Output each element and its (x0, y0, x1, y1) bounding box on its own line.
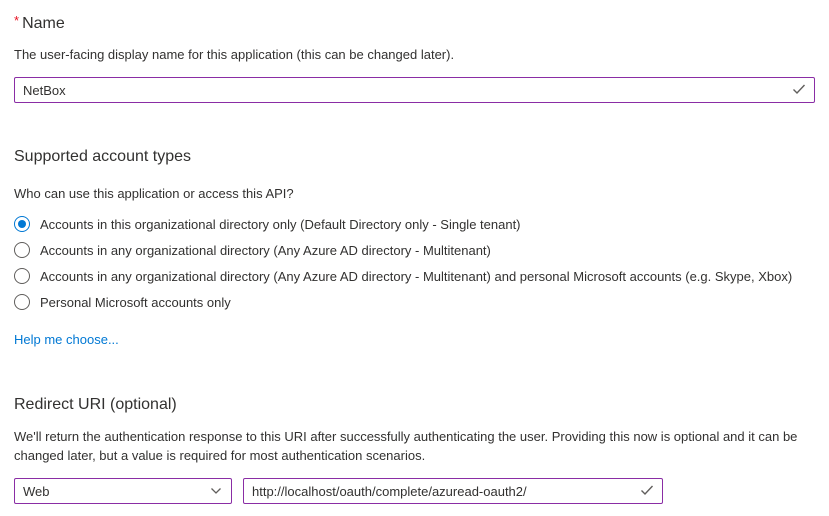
radio-button-icon[interactable] (14, 216, 30, 232)
radio-option-label[interactable]: Personal Microsoft accounts only (40, 294, 231, 310)
radio-button-icon[interactable] (14, 268, 30, 284)
required-asterisk: * (14, 13, 20, 28)
platform-select-value: Web (23, 483, 50, 499)
radio-button-icon[interactable] (14, 242, 30, 258)
account-types-question: Who can use this application or access this API? (14, 186, 294, 201)
name-description: The user-facing display name for this application (this can be changed later). (14, 47, 455, 62)
radio-option-label[interactable]: Accounts in any organizational directory (Any Azure AD directory - Multitenant) and personal Microsoft accounts (e.g. Skype, Xbox) (40, 268, 793, 284)
help-me-choose-link[interactable]: Help me choose... (14, 332, 119, 347)
redirect-uri-input-wrap (243, 478, 663, 504)
name-section-title (14, 11, 815, 34)
name-title-text: Name (22, 15, 65, 32)
radio-option-label[interactable]: Accounts in any organizational directory (Any Azure AD directory - Multitenant) (40, 242, 491, 258)
radio-option-single-tenant[interactable] (14, 211, 815, 237)
platform-select[interactable] (14, 478, 232, 504)
name-input-wrap (14, 77, 815, 103)
redirect-uri-description: We'll return the authentication response to this URI after successfully authenticating the user. Providing this now is optional and it can be changed later, but a value is required for most authentication scenarios. (14, 429, 798, 463)
redirect-uri-input[interactable] (243, 478, 663, 504)
app-registration-form (0, 11, 829, 504)
redirect-uri-section-title: Redirect URI (optional) (14, 396, 177, 413)
radio-button-icon[interactable] (14, 294, 30, 310)
radio-option-multitenant-personal[interactable] (14, 263, 815, 289)
radio-option-personal-only[interactable] (14, 289, 815, 315)
redirect-uri-controls (14, 478, 815, 504)
account-types-section-title: Supported account types (14, 148, 192, 165)
chevron-down-icon (209, 484, 223, 498)
radio-option-multitenant[interactable] (14, 237, 815, 263)
name-input[interactable] (14, 77, 815, 103)
radio-option-label[interactable]: Accounts in this organizational directory only (Default Directory only - Single tenant) (40, 216, 521, 232)
account-types-radio-group (14, 211, 815, 315)
